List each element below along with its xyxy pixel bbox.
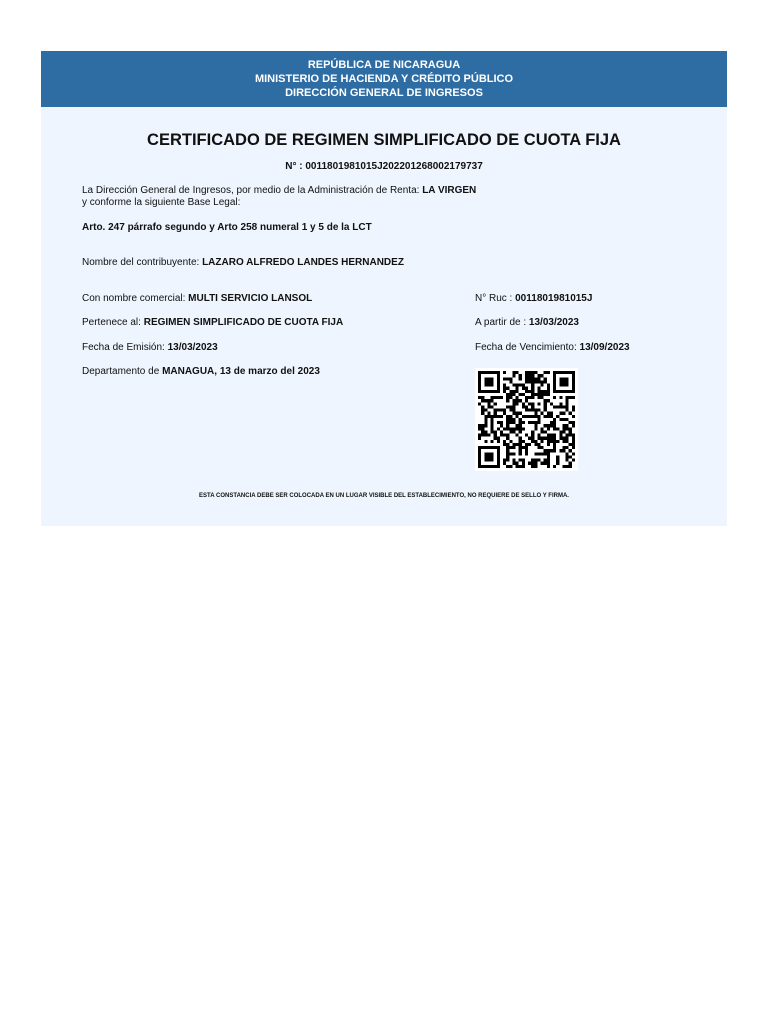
expiry-date-label: Fecha de Vencimiento: <box>475 342 577 353</box>
intro-office: LA VIRGEN <box>422 185 477 196</box>
ruc-value: 0011801981015J <box>515 293 593 304</box>
regime-label: Pertenece al: <box>82 317 141 328</box>
certificate-number: N° : 0011801981015J202201268002179737 <box>285 161 483 172</box>
issue-date-label: Fecha de Emisión: <box>82 342 165 353</box>
issue-date-value: 13/03/2023 <box>167 342 218 353</box>
ruc-row <box>475 293 592 305</box>
certificate-title: CERTIFICADO DE REGIMEN SIMPLIFICADO DE CUOTA FIJA <box>147 131 621 149</box>
trade-name-value: MULTI SERVICIO LANSOL <box>188 293 313 304</box>
regime-row <box>82 317 343 329</box>
qr-code-graphic <box>475 368 578 471</box>
expiry-date-value: 13/09/2023 <box>579 342 630 353</box>
start-value: 13/03/2023 <box>528 317 579 328</box>
certificate <box>41 51 727 526</box>
intro-line2: y conforme la siguiente Base Legal: <box>82 197 241 208</box>
taxpayer-label: Nombre del contribuyente: <box>82 257 200 268</box>
ruc-label: N° Ruc : <box>475 293 513 304</box>
department-label: Departamento de <box>82 366 160 377</box>
start-label: A partir de : <box>475 317 527 328</box>
qr-code-icon <box>475 368 578 471</box>
qr-modules <box>478 371 575 468</box>
legal-basis: Arto. 247 párrafo segundo y Arto 258 numeral 1 y 5 de la LCT <box>82 222 372 233</box>
header-banner <box>41 51 727 107</box>
start-row <box>475 317 579 329</box>
header-republic: REPÚBLICA DE NICARAGUA <box>307 59 461 71</box>
regime-value: REGIMEN SIMPLIFICADO DE CUOTA FIJA <box>143 317 344 328</box>
issue-date-row <box>82 342 218 354</box>
trade-name-label: Con nombre comercial: <box>82 293 186 304</box>
department-value: MANAGUA, 13 de marzo del 2023 <box>162 366 320 377</box>
department-row <box>82 366 320 378</box>
intro-text: La Dirección General de Ingresos, por medio de la Administración de Renta: <box>82 185 420 196</box>
trade-name-row <box>82 293 312 305</box>
footnote: ESTA CONSTANCIA DEBE SER COLOCADA EN UN LUGAR VISIBLE DEL ESTABLECIMIENTO, NO REQUIERE DE SELLO Y FIRMA. <box>199 493 569 499</box>
intro-line <box>82 185 476 197</box>
expiry-date-row <box>475 342 630 354</box>
header-directorate: DIRECCIÓN GENERAL DE INGRESOS <box>285 87 483 99</box>
taxpayer-value: LAZARO ALFREDO LANDES HERNANDEZ <box>202 257 404 268</box>
header-ministry: MINISTERIO DE HACIENDA Y CRÉDITO PÚBLICO <box>254 73 514 85</box>
taxpayer-row <box>82 257 404 269</box>
